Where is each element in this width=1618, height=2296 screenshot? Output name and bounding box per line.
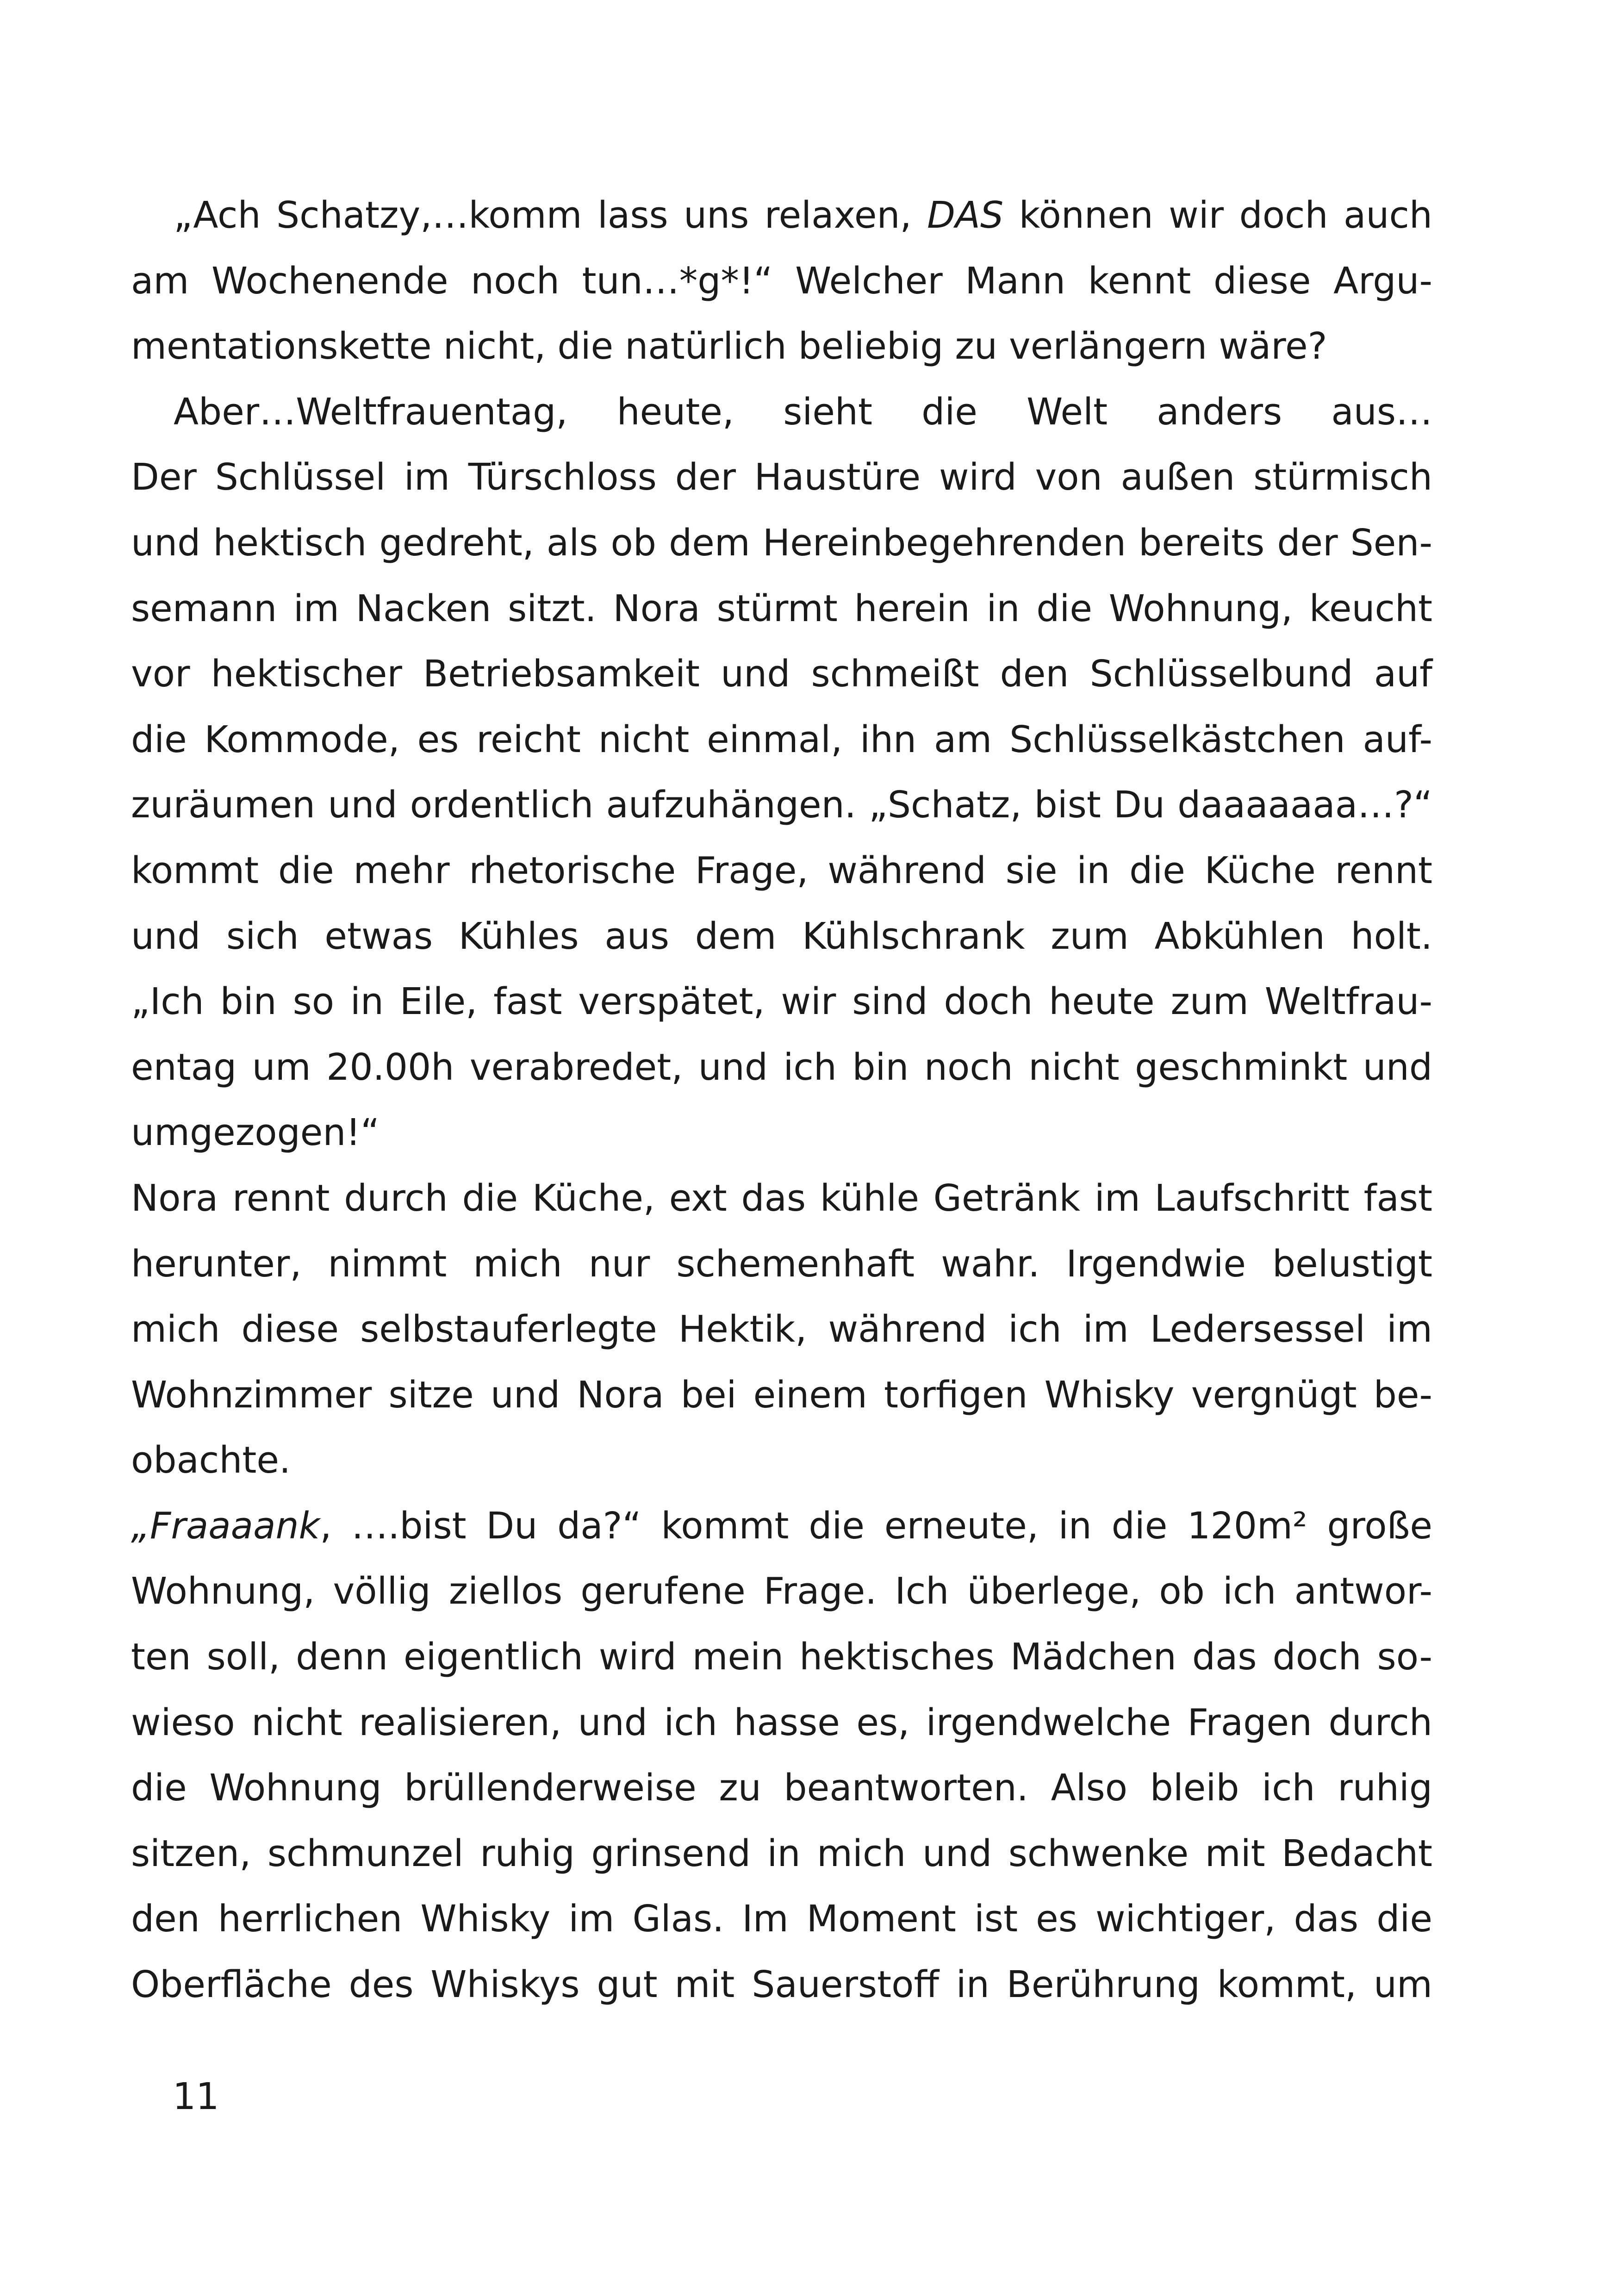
text-segment: Oberfläche des Whiskys gut mit Sauerstoff in Berührung kommt, um <box>131 1963 1432 2006</box>
text-line <box>131 1363 1432 1428</box>
text-line <box>131 641 1432 707</box>
text-line <box>131 1559 1432 1624</box>
text-line <box>131 576 1432 642</box>
text-line <box>131 1755 1432 1821</box>
text-line <box>131 1690 1432 1756</box>
text-segment: sitzen, schmunzel ruhig grinsend in mich und schwenke mit Bedacht <box>131 1832 1432 1875</box>
text-line <box>131 1100 1432 1166</box>
text-line <box>131 314 1432 380</box>
text-line <box>131 1035 1432 1101</box>
text-line <box>131 969 1432 1035</box>
text-line <box>131 707 1432 773</box>
text-segment: Der Schlüssel im Türschloss der Haustüre wird von außen stürmisch <box>131 456 1432 499</box>
text-line <box>131 1886 1432 1952</box>
text-line <box>131 1624 1432 1690</box>
text-line <box>131 380 1432 445</box>
text-line <box>131 1428 1432 1493</box>
text-line <box>131 249 1432 314</box>
emphasis-text: DAS <box>927 194 1004 236</box>
text-segment: den herrlichen Whisky im Glas. Im Moment ist es wichtiger, das die <box>131 1898 1432 1941</box>
text-segment: wieso nicht realisieren, und ich hasse es, irgendwelche Fragen durch <box>131 1701 1432 1744</box>
text-segment: Wohnung, völlig ziellos gerufene Frage. Ich überlege, ob ich antwor- <box>131 1570 1432 1613</box>
text-line <box>131 183 1432 249</box>
text-segment: semann im Nacken sitzt. Nora stürmt herein in die Wohnung, keucht <box>131 587 1432 630</box>
text-segment: Aber…Weltfrauentag, heute, sieht die Welt anders aus… <box>174 390 1432 433</box>
text-segment: und hektisch gedreht, als ob dem Hereinbegehrenden bereits der Sen- <box>131 521 1432 564</box>
text-segment: mich diese selbstauferlegte Hektik, während ich im Ledersessel im <box>131 1308 1432 1351</box>
text-segment: „Ach Schatzy,…komm lass uns relaxen, <box>174 194 927 236</box>
text-segment: Wohnzimmer sitze und Nora bei einem torfigen Whisky vergnügt be- <box>131 1373 1432 1416</box>
text-line <box>131 1232 1432 1297</box>
text-segment: zuräumen und ordentlich aufzuhängen. „Schatz, bist Du daaaaaaa…?“ <box>131 784 1432 827</box>
text-segment: , ….bist Du da?“ kommt die erneute, in die 120m² große <box>320 1504 1432 1547</box>
text-line <box>131 445 1432 510</box>
text-segment: umgezogen!“ <box>131 1111 380 1154</box>
text-segment: die Kommode, es reicht nicht einmal, ihn am Schlüsselkästchen auf- <box>131 718 1432 761</box>
text-segment: herunter, nimmt mich nur schemenhaft wahr. Irgendwie belustigt <box>131 1242 1432 1285</box>
text-segment: am Wochenende noch tun…*g*!“ Welcher Mann kennt diese Argu- <box>131 259 1432 302</box>
text-segment: die Wohnung brüllenderweise zu beantworten. Also bleib ich ruhig <box>131 1767 1432 1810</box>
text-segment: und sich etwas Kühles aus dem Kühlschrank zum Abkühlen holt. <box>131 915 1432 958</box>
text-line <box>131 1493 1432 1559</box>
text-line <box>131 1166 1432 1232</box>
text-segment: entag um 20.00h verabredet, und ich bin noch nicht geschminkt und <box>131 1045 1432 1089</box>
text-segment: ten soll, denn eigentlich wird mein hektisches Mädchen das doch so- <box>131 1636 1432 1679</box>
text-line <box>131 510 1432 576</box>
text-line <box>131 838 1432 904</box>
text-line <box>131 772 1432 838</box>
text-segment: „Ich bin so in Eile, fast verspätet, wir sind doch heute zum Weltfrau- <box>131 980 1432 1023</box>
text-segment: können wir doch auch <box>1003 194 1432 236</box>
text-line <box>131 904 1432 970</box>
text-segment: Nora rennt durch die Küche, ext das kühle Getränk im Laufschritt fast <box>131 1176 1432 1220</box>
text-segment: kommt die mehr rhetorische Frage, während sie in die Küche rennt <box>131 849 1432 892</box>
emphasis-text: „Fraaaank <box>131 1504 320 1547</box>
text-segment: vor hektischer Betriebsamkeit und schmeißt den Schlüsselbund auf <box>131 653 1432 696</box>
text-segment: mentationskette nicht, die natürlich beliebig zu verlängern wäre? <box>131 325 1327 368</box>
text-line <box>131 1821 1432 1887</box>
body-text <box>131 183 1432 2018</box>
text-line <box>131 1297 1432 1363</box>
text-segment: obachte. <box>131 1439 291 1482</box>
text-line <box>131 1952 1432 2018</box>
page-number: 11 <box>173 2075 219 2118</box>
